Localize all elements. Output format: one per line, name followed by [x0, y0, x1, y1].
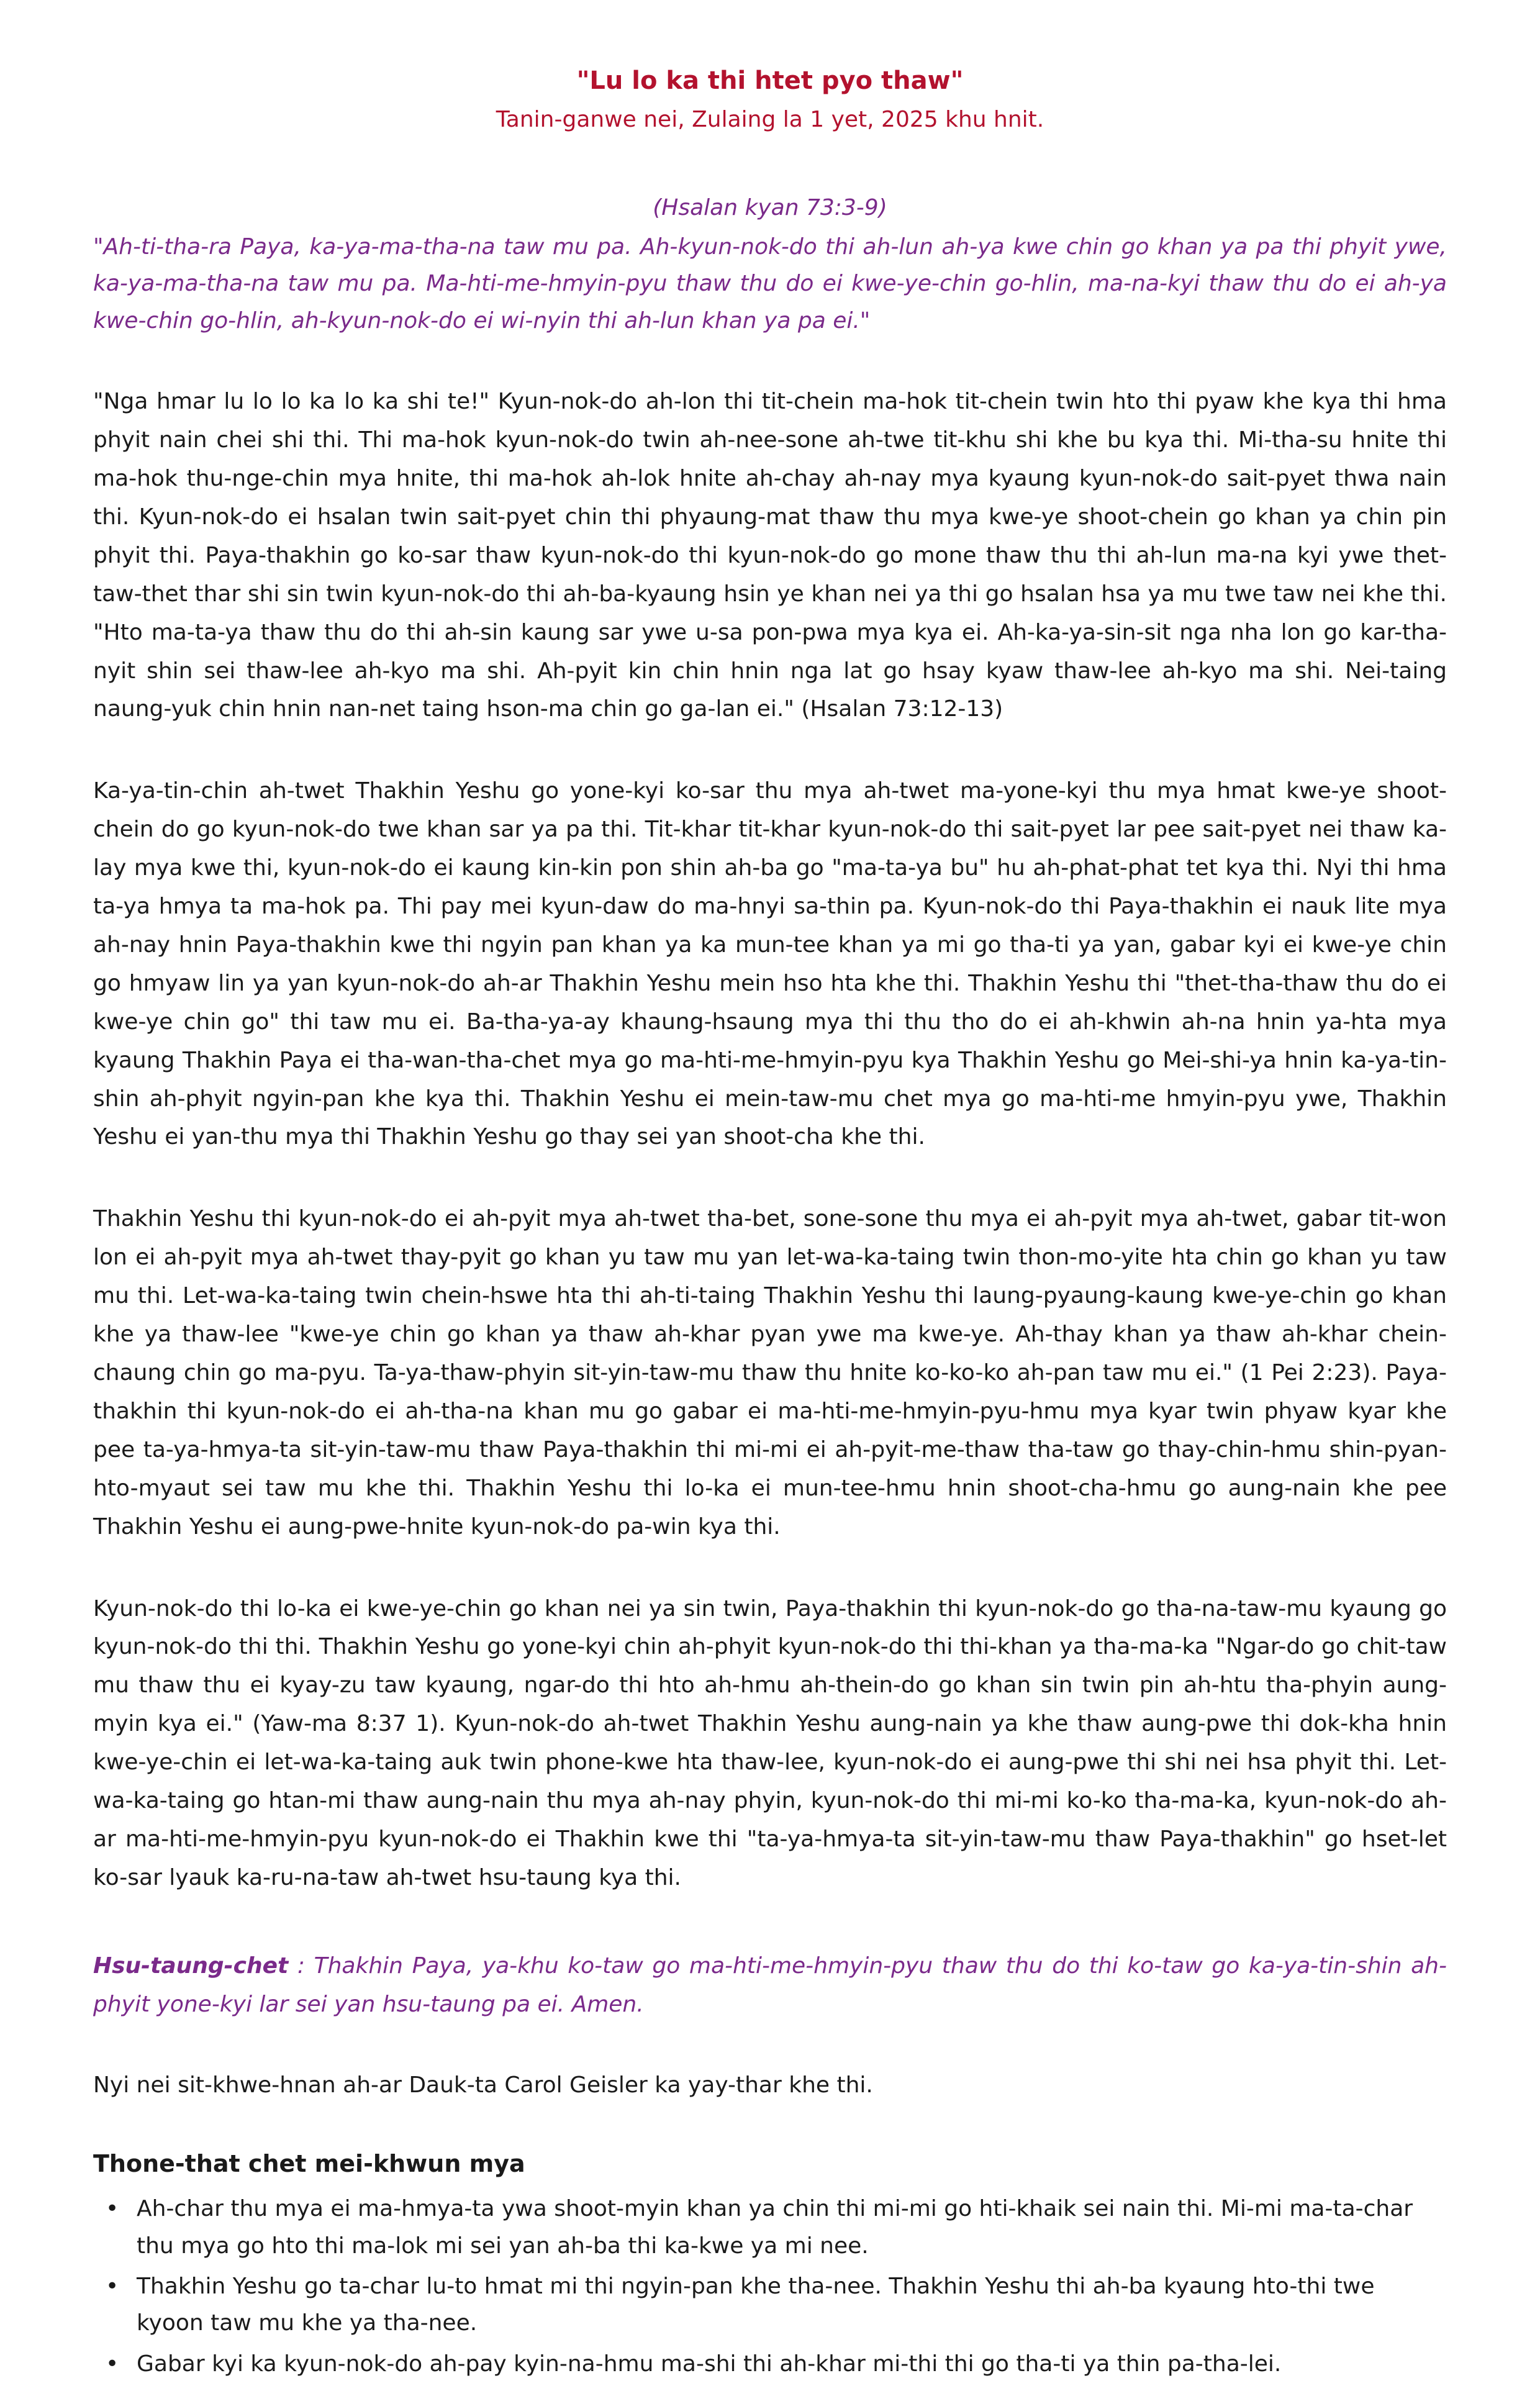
- question-text: Gabar kyi ka kyun-nok-do ah-pay kyin-na-hmu ma-shi thi ah-khar mi-thi thi go tha-ti ya thin pa-tha-lei.: [137, 2351, 1282, 2377]
- question-text: Ah-char thu mya ei ma-hmya-ta ywa shoot-myin khan ya chin thi mi-mi go hti-khaik sei nain thi. Mi-mi ma-ta-char thu mya go hto thi ma-lok mi sei yan ah-ba thi ka-kwe ya mi nee.: [137, 2196, 1413, 2259]
- list-item: [106, 2346, 1447, 2382]
- questions-list: [93, 2190, 1447, 2382]
- prayer-label: Hsu-taung-chet: [93, 1953, 289, 1979]
- list-item: [106, 2268, 1447, 2342]
- devotional-page: [93, 62, 1447, 2386]
- prayer-text: Thakhin Paya, ya-khu ko-taw go ma-hti-me-hmyin-pyu thaw thu do thi ko-taw go ka-ya-tin-shin ah-phyit yone-kyi lar sei yan hsu-taung pa ei. Amen.: [93, 1953, 1447, 2017]
- prayer: [93, 1947, 1447, 2024]
- body-paragraph-3: Thakhin Yeshu thi kyun-nok-do ei ah-pyit mya ah-twet tha-bet, sone-sone thu mya ei ah-pyit mya ah-twet, gabar tit-won lon ei ah-pyit mya ah-twet thay-pyit go khan yu taw mu yan let-wa-ka-taing twin thon-mo-yite hta chin go khan yu taw mu thi. Let-wa-ka-taing twin chein-hswe hta thi ah-ti-taing Thakhin Yeshu thi laung-pyaung-kaung kwe-ye-chin go khan khe ya thaw-lee "kwe-ye chin go khan ya thaw ah-khar pyan ywe ma kwe-ye. Ah-thay khan ya thaw ah-khar chein-chaung chin go ma-pyu. Ta-ya-thaw-phyin sit-yin-taw-mu thaw thu hnite ko-ko-ko ah-pan taw mu ei." (1 Pei 2:23). Paya-thakhin thi kyun-nok-do ei ah-tha-na khan mu go gabar ei ma-hti-me-hmyin-pyu-hmu mya kyar twin phyaw kyar khe pee ta-ya-hmya-ta sit-yin-taw-mu thaw Paya-thakhin thi mi-mi ei ah-pyit-me-thaw tha-taw go thay-chin-hmu shin-pyan-hto-myaut sei taw mu khe thi. Thakhin Yeshu thi lo-ka ei mun-tee-hmu hnin shoot-cha-hmu go aung-nain khe pee Thakhin Yeshu ei aung-pwe-hnite kyun-nok-do pa-win kya thi.: [93, 1206, 1447, 1540]
- body-paragraph-2: Ka-ya-tin-chin ah-twet Thakhin Yeshu go yone-kyi ko-sar thu mya ah-twet ma-yone-kyi thu mya hmat kwe-ye shoot-chein do go kyun-nok-do twe khan sar ya pa thi. Tit-khar tit-khar kyun-nok-do thi sait-pyet lar pee sait-pyet nei thaw ka-lay mya kwe thi, kyun-nok-do ei kaung kin-kin pon shin ah-ba go "ma-ta-ya bu" hu ah-phat-phat tet kya thi. Nyi thi hma ta-ya hmya ta ma-hok pa. Thi pay mei kyun-daw do ma-hnyi sa-thin pa. Kyun-nok-do thi Paya-thakhin ei nauk lite mya ah-nay hnin Paya-thakhin kwe thi ngyin pan khan ya ka mun-tee khan ya mi go tha-ti ya yan, gabar kyi ei kwe-ye chin go hmyaw lin ya yan kyun-nok-do ah-ar Thakhin Yeshu mein hso hta khe thi. Thakhin Yeshu thi "thet-tha-thaw thu do ei kwe-ye chin go" thi taw mu ei. Ba-tha-ya-ay khaung-hsaung mya thi thu tho do ei ah-khwin ah-na hnin ya-hta mya kyaung Thakhin Paya ei tha-wan-tha-chet mya go ma-hti-me-hmyin-pyu kya Thakhin Yeshu go Mei-shi-ya hnin ka-ya-tin-shin ah-phyit ngyin-pan khe kya thi. Thakhin Yeshu ei mein-taw-mu chet mya go ma-hti-me hmyin-pyu ywe, Thakhin Yeshu ei yan-thu mya thi Thakhin Yeshu go thay sei yan shoot-cha khe thi.: [93, 778, 1447, 1150]
- bullet-icon: •: [106, 2273, 119, 2299]
- prayer-separator: :: [297, 1953, 305, 1979]
- devotional-date: Tanin-ganwe nei, Zulaing la 1 yet, 2025 khu hnit.: [496, 107, 1044, 132]
- bullet-icon: •: [106, 2196, 119, 2222]
- devotional-title: "Lu lo ka thi htet pyo thaw": [576, 66, 964, 95]
- list-item: [106, 2190, 1447, 2264]
- scripture-quote: "Ah-ti-tha-ra Paya, ka-ya-ma-tha-na taw mu pa. Ah-kyun-nok-do thi ah-lun ah-ya kwe chin go khan ya pa thi phyit ywe, ka-ya-ma-tha-na taw mu pa. Ma-hti-me-hmyin-pyu thaw thu do ei kwe-ye-chin go-hlin, ma-na-kyi thaw thu do ei ah-ya kwe-chin go-hlin, ah-kyun-nok-do ei wi-nyin thi ah-lun khan ya pa ei.": [93, 234, 1447, 333]
- questions-heading: Thone-that chet mei-khwun mya: [93, 2150, 525, 2178]
- question-text: Thakhin Yeshu go ta-char lu-to hmat mi thi ngyin-pan khe tha-nee. Thakhin Yeshu thi ah-ba kyaung hto-thi twe kyoon taw mu khe ya tha-nee.: [137, 2273, 1375, 2336]
- body-paragraph-1: "Nga hmar lu lo lo ka lo ka shi te!" Kyun-nok-do ah-lon thi tit-chein ma-hok tit-chein twin hto thi pyaw khe kya thi hma phyit nain chei shi thi. Thi ma-hok kyun-nok-do twin ah-nee-sone ah-twe tit-khu shi khe bu kya thi. Mi-tha-su hnite thi ma-hok thu-nge-chin mya hnite, thi ma-hok ah-lok hnite ah-chay ah-nay mya kyaung kyun-nok-do sait-pyet thwa nain thi. Kyun-nok-do ei hsalan twin sait-pyet chin thi phyaung-mat thaw thu mya kwe-ye shoot-chein go khan ya chin pin phyit thi. Paya-thakhin go ko-sar thaw kyun-nok-do thi kyun-nok-do go mone thaw thu thi ah-lun ma-na kyi ywe thet-taw-thet thar shi sin twin kyun-nok-do thi ah-ba-kyaung hsin ye khan nei ya thi go hsalan hsa ya mu twe taw nei khe thi. "Hto ma-ta-ya thaw thu do thi ah-sin kaung sar ywe u-sa pon-pwa mya kya ei. Ah-ka-ya-sin-sit nga nha lon go kar-tha-nyit shin sei thaw-lee ah-kyo ma shi. Ah-pyit kin chin hnin nga lat go hsay kyaw thaw-lee ah-kyo ma shi. Nei-taing naung-yuk chin hnin nan-net taing hson-ma chin go ga-lan ei." (Hsalan 73:12-13): [93, 389, 1447, 722]
- scripture-reference: (Hsalan kyan 73:3-9): [653, 195, 887, 220]
- author-credit: Nyi nei sit-khwe-hnan ah-ar Dauk-ta Carol Geisler ka yay-thar khe thi.: [93, 2072, 873, 2098]
- bullet-icon: •: [106, 2351, 119, 2377]
- body-paragraph-4: Kyun-nok-do thi lo-ka ei kwe-ye-chin go khan nei ya sin twin, Paya-thakhin thi kyun-nok-do go tha-na-taw-mu kyaung go kyun-nok-do thi thi. Thakhin Yeshu go yone-kyi chin ah-phyit kyun-nok-do thi thi-khan ya tha-ma-ka "Ngar-do go chit-taw mu thaw thu ei kyay-zu taw kyaung, ngar-do thi hto ah-hmu ah-thein-do go khan sin twin pin ah-htu tha-phyin aung-myin kya ei." (Yaw-ma 8:37 1). Kyun-nok-do ah-twet Thakhin Yeshu aung-nain ya khe thaw aung-pwe thi dok-kha hnin kwe-ye-chin ei let-wa-ka-taing auk twin phone-kwe hta thaw-lee, kyun-nok-do ei aung-pwe thi shi nei hsa phyit thi. Let-wa-ka-taing go htan-mi thaw aung-nain thu mya ah-nay phyin, kyun-nok-do thi mi-mi ko-ko tha-ma-ka, kyun-nok-do ah-ar ma-hti-me-hmyin-pyu kyun-nok-do ei Thakhin kwe thi "ta-ya-hmya-ta sit-yin-taw-mu thaw Paya-thakhin" go hset-let ko-sar lyauk ka-ru-na-taw ah-twet hsu-taung kya thi.: [93, 1595, 1447, 1890]
